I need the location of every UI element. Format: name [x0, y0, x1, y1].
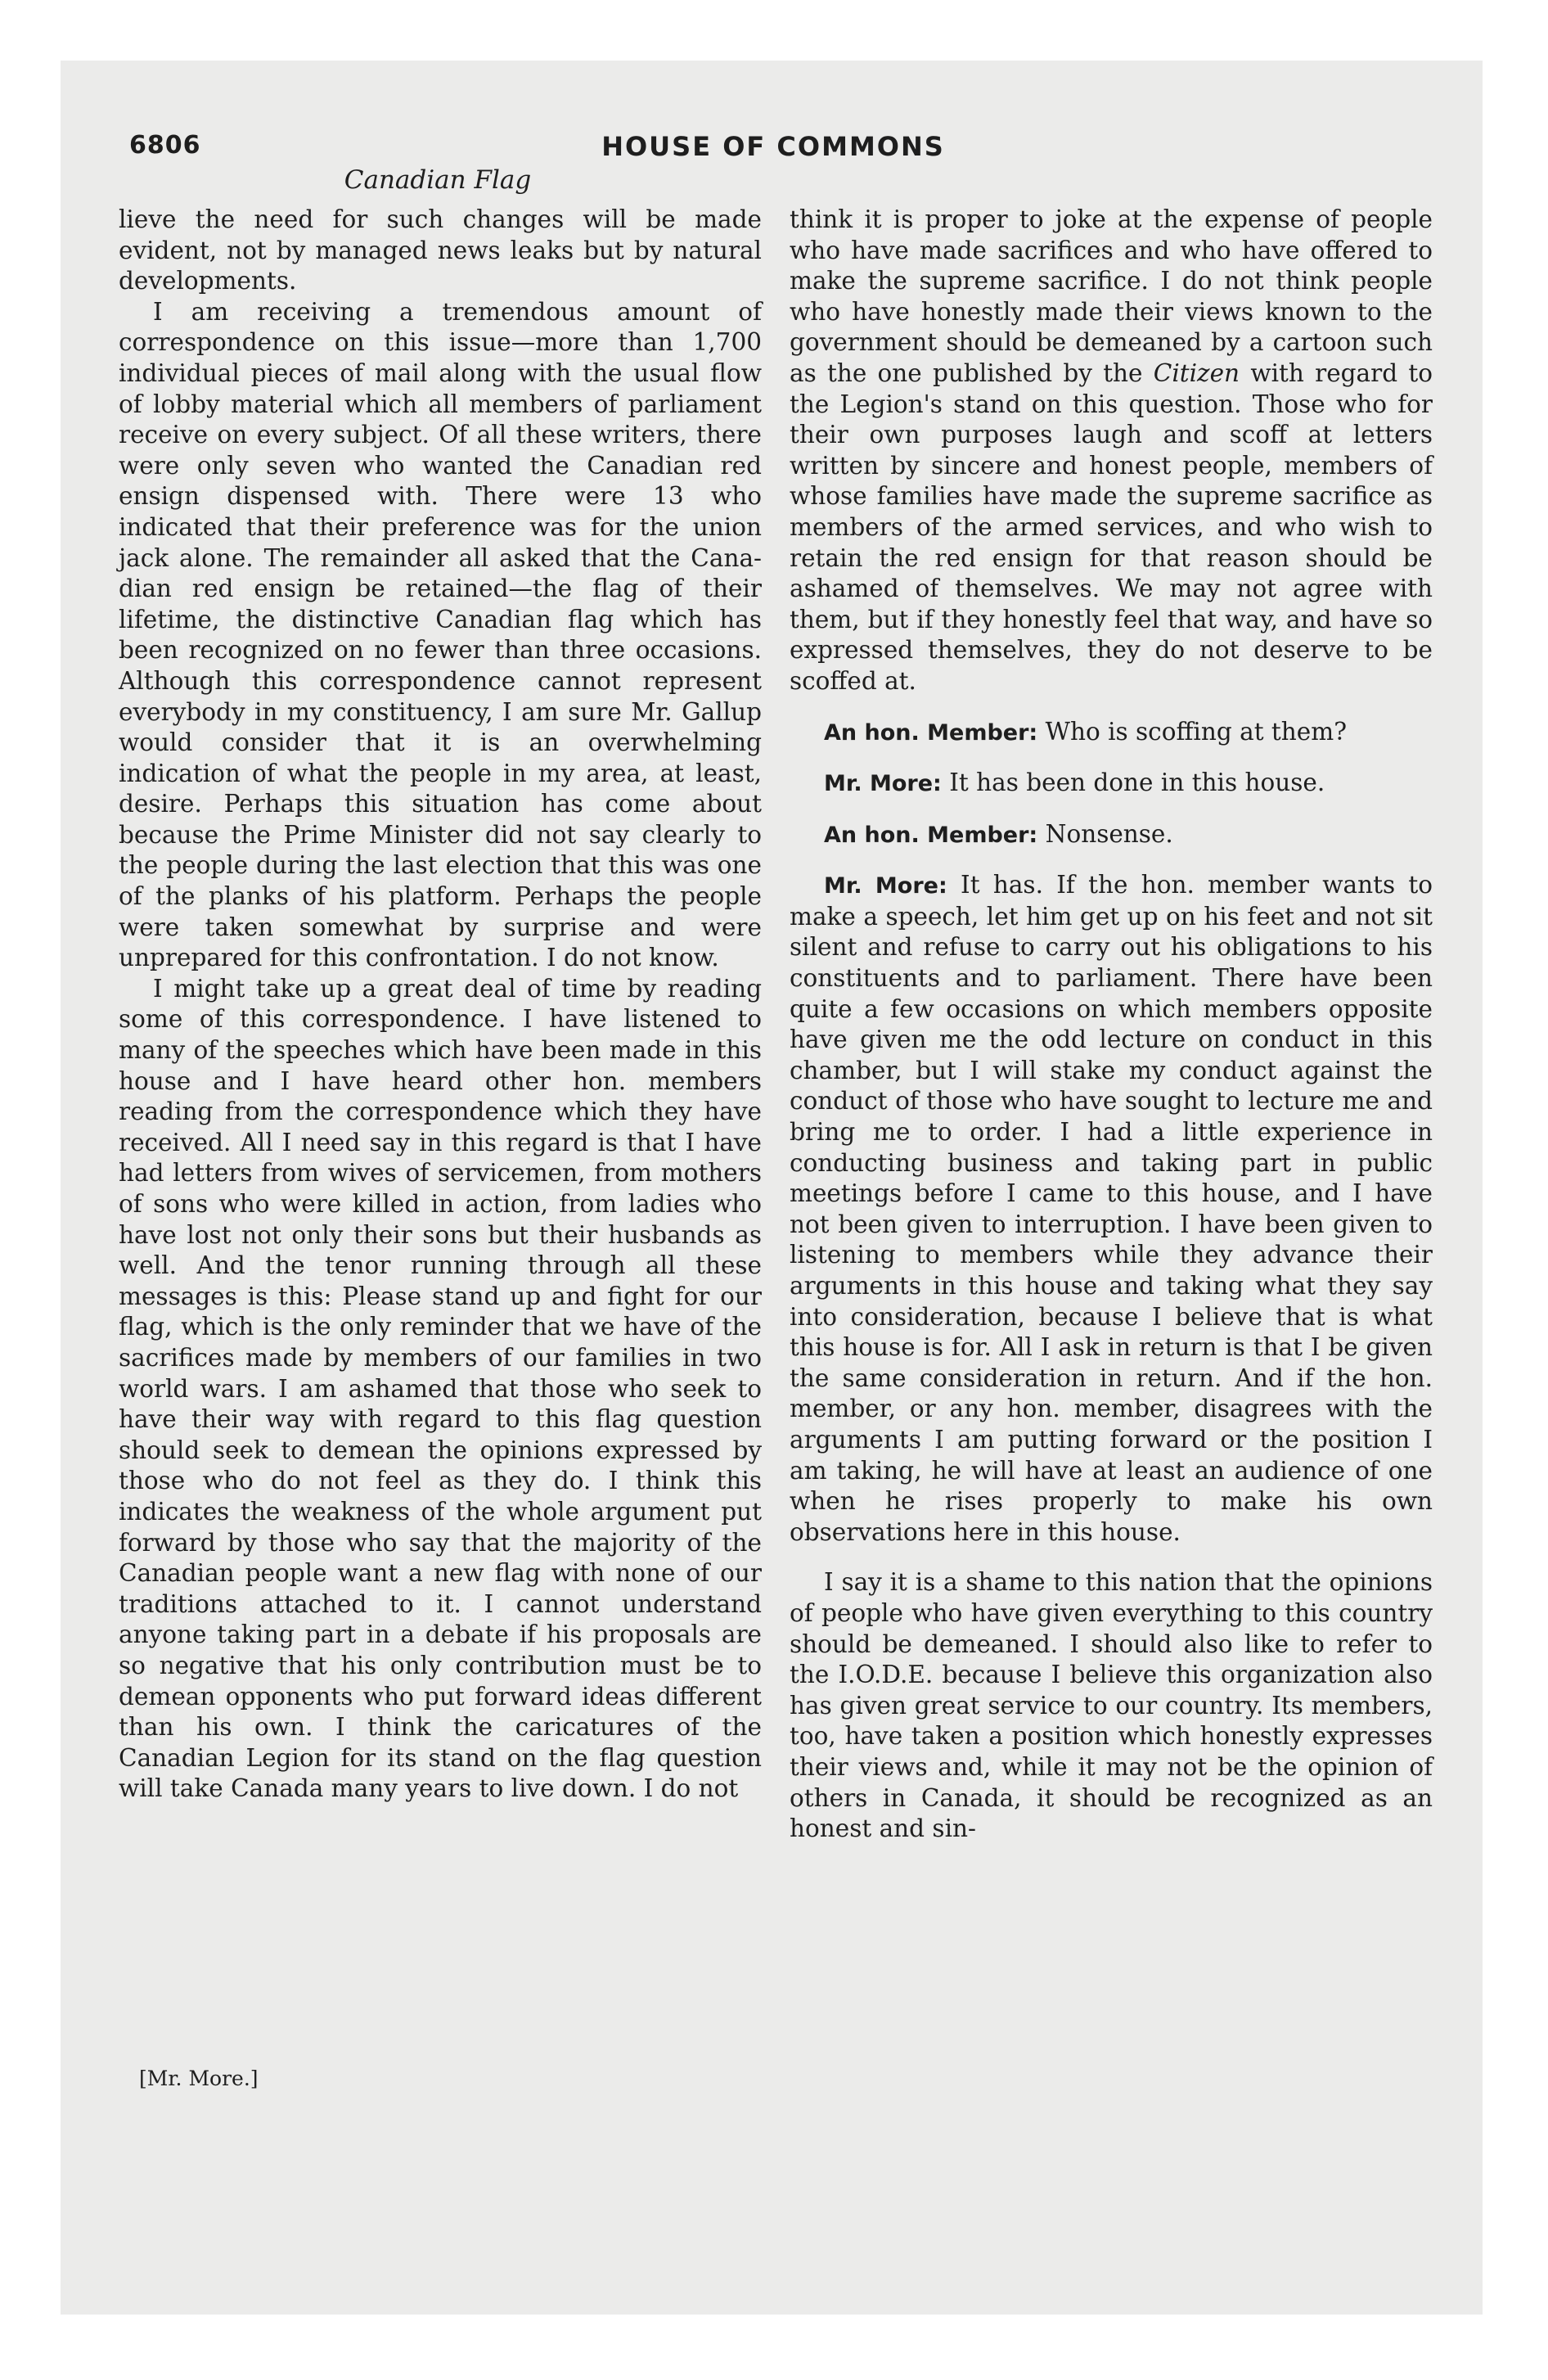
speech-entry — [790, 819, 1433, 851]
paragraph: I am receiving a tremendous amount of correspondence on this issue—more than 1,700 individual pieces of mail along with the usual flow of lobby material which all members of parliament receive on every subject. Of all these writers, there were only seven who wanted the Canadian red ensign dispensed with. There were 13 who indicated that their preference was for the union jack alone. The remainder all asked that the Canadian red ensign be retained—the flag of their lifetime, the distinctive Canadian flag which has been recognized on no fewer than three occasions. Although this correspondence cannot represent everybody in my constituency, I am sure Mr. Gallup would consider that it is an overwhelming indication of what the people in my area, at least, desire. Perhaps this situation has come about because the Prime Minister did not say clearly to the people during the last election that this was one of the planks of his platform. Perhaps the people were taken somewhat by surprise and were unprepared for this confrontation. I do not know. — [119, 297, 762, 972]
speaker-name: Mr. More: — [824, 771, 942, 797]
speech-text: Who is scoffing at them? — [1045, 717, 1348, 746]
speaker-footer-note: [Mr. More.] — [139, 2067, 259, 2090]
speaker-name: Mr. More: — [824, 873, 947, 899]
newspaper-name: Citizen — [1153, 358, 1240, 387]
paragraph-text: think it is proper to joke at the expense of people who have made sacrifices and who have offered to make the supreme sacrifice. I do not think people who have honestly made their views known to the government should be demeaned by a cartoon such as the one published by the — [790, 205, 1433, 387]
right-column — [790, 205, 1433, 1845]
page-number: 6806 — [129, 131, 201, 160]
speech-entry — [790, 870, 1433, 1548]
speaker-name: An hon. Member: — [824, 822, 1038, 848]
section-title: Canadian Flag — [344, 165, 532, 195]
speech-text: It has. If the hon. member wants to make a speech, let him get up on his feet and not sit silent and refuse to carry out his obligations to his constituents and to parliament. There have been quite a few occasions on which members opposite have given me the odd lecture on conduct in this chamber, but I will stake my conduct against the conduct of those who have sought to lecture me and bring me to order. I had a little experience in conducting business and taking part in public meetings before I came to this house, and I have not been given to interruption. I have been given to listening to members while they advance their arguments in this house and taking what they say into consideration, because I believe that is what this house is for. All I ask in return is that I be given the same consideration in return. And if the hon. member, or any hon. member, disagrees with the arguments I am putting forward or the position I am taking, he will have at least an audience of one when he rises properly to make his own observations here in this house. — [790, 871, 1433, 1546]
paragraph: lieve the need for such changes will be made evident, not by managed news leaks but by natural developments. — [119, 205, 762, 295]
page-title: HOUSE OF COMMONS — [601, 131, 945, 162]
left-column — [119, 205, 762, 1805]
speech-entry — [790, 717, 1433, 749]
speaker-name: An hon. Member: — [824, 719, 1038, 746]
paragraph-text: with regard to the Legion's stand on this question. Those who for their own purposes laugh and scoff at letters written by sincere and honest people, members of whose families have made the supreme sacrifice as members of the armed services, and who wish to retain the red ensign for that reason should be ashamed of themselves. We may not agree with them, but if they honestly feel that way, and have so expressed themselves, they do not deserve to be scoffed at. — [790, 358, 1433, 695]
paragraph: I say it is a shame to this nation that the opinions of people who have given everything to this country should be demeaned. I should also like to refer to the I.O.D.E. because I believe this organization also has given great service to our country. Its members, too, have taken a position which honestly expresses their views and, while it may not be the opinion of others in Canada, it should be recognized as an honest and sin- — [790, 1568, 1433, 1843]
speech-entry — [790, 768, 1433, 800]
speech-text: It has been done in this house. — [949, 769, 1325, 797]
speech-text: Nonsense. — [1045, 819, 1173, 848]
paragraph: I might take up a great deal of time by reading some of this correspondence. I have listened to many of the speeches which have been made in this house and I have heard other hon. members reading from the correspondence which they have received. All I need say in this regard is that I have had letters from wives of servicemen, from mothers of sons who were killed in action, from ladies who have lost not only their sons but their husbands as well. And the tenor running through all these messages is this: Please stand up and fight for our flag, which is the only reminder that we have of the sacrifices made by members of our families in two world wars. I am ashamed that those who seek to have their way with regard to this flag question should seek to demean the opinions expressed by those who do not feel as they do. I think this indicates the weakness of the whole argument put forward by those who say that the majority of the Canadian people want a new flag with none of our traditions attached to it. I cannot understand anyone taking part in a debate if his proposals are so negative that his only contribution must be to demean opponents who put forward ideas different than his own. I think the caricatures of the Canadian Legion for its stand on the flag question will take Canada many years to live down. I do not — [119, 974, 762, 1803]
paragraph — [790, 205, 1433, 697]
